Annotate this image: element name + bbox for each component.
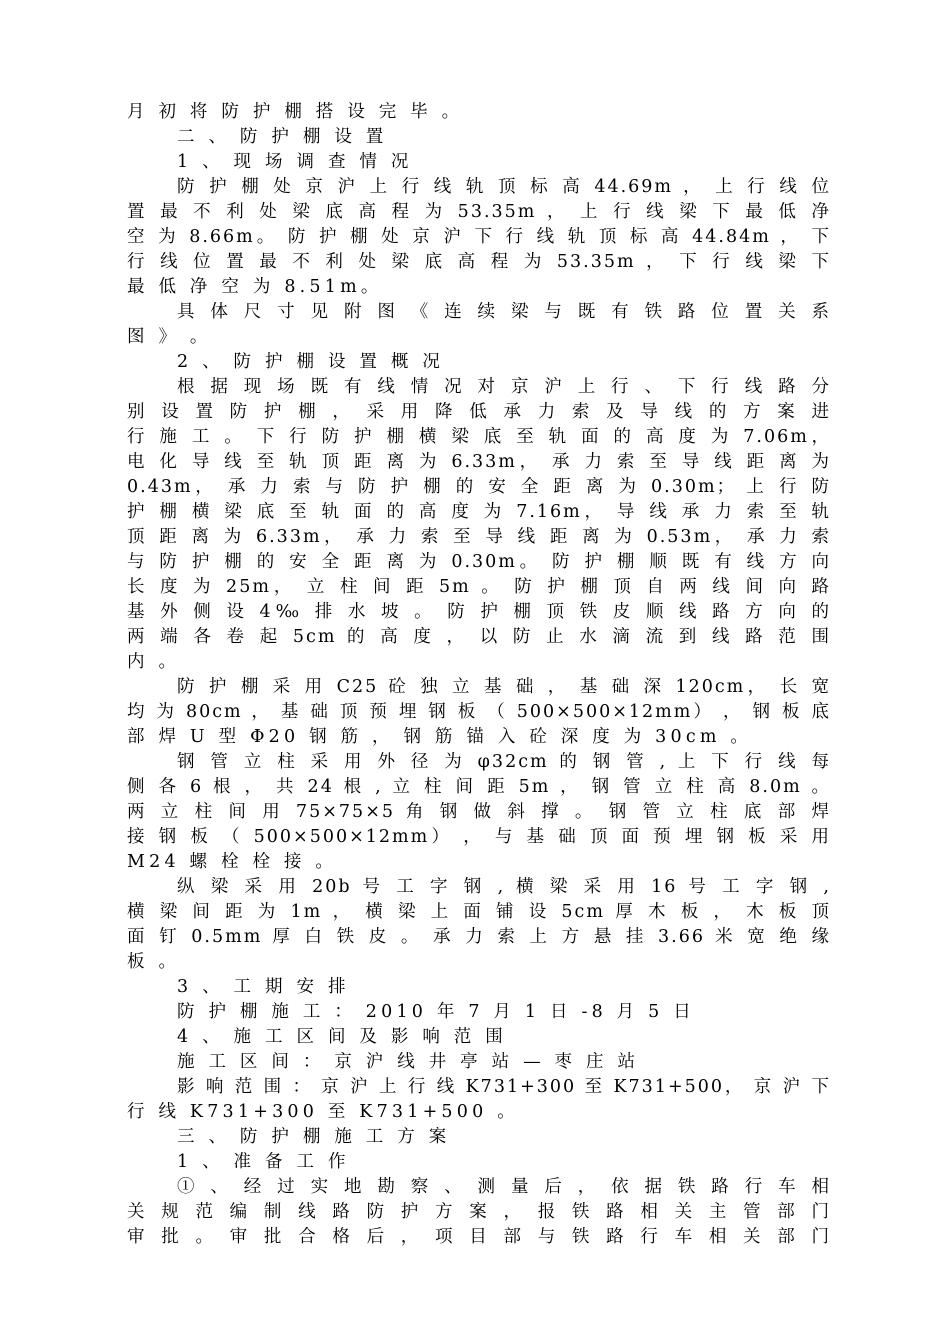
text-line: 与 防 护 棚 的 安 全 距 离 为 0.30m。 防 护 棚 顺 既 有 线 方 向 (127, 552, 831, 572)
text-line: ① 、 经 过 实 地 勘 察 、 测 量 后 ， 依 据 铁 路 行 车 相 (177, 1177, 831, 1197)
text-line: 行 线 K731+300 至 K731+500 。 (127, 1102, 519, 1122)
section-heading: 三 、 防 护 棚 施 工 方 案 (177, 1127, 451, 1147)
text-line: 防 护 棚 施 工 ： 2010 年 7 月 1 日 -8 月 5 日 (177, 1002, 695, 1022)
subsection-heading: 2 、 防 护 棚 设 置 概 况 (177, 352, 445, 372)
text-line: M24 螺 栓 栓 接 。 (127, 852, 338, 872)
text-line: 纵 梁 采 用 20b 号 工 字 钢 , 横 梁 采 用 16 号 工 字 钢 , (177, 877, 831, 897)
text-line: 防 护 棚 采 用 C25 砼 独 立 基 础 ， 基 础 深 120cm， 长 宽 (177, 677, 831, 697)
text-line: 两 端 各 卷 起 5cm 的 高 度 ， 以 防 止 水 滴 流 到 线 路 范 围 (127, 627, 831, 647)
text-line: 护 棚 横 梁 底 至 轨 面 的 高 度 为 7.16m， 导 线 承 力 索 至 轨 (127, 502, 831, 522)
text-line: 根 据 现 场 既 有 线 情 况 对 京 沪 上 行 、 下 行 线 路 分 (177, 377, 831, 397)
text-line: 图 》 。 (127, 327, 212, 347)
subsection-heading: 4 、 施 工 区 间 及 影 响 范 围 (177, 1027, 507, 1047)
section-heading: 二 、 防 护 棚 设 置 (177, 127, 388, 147)
text-line: 顶 距 离 为 6.33m， 承 力 索 至 导 线 距 离 为 0.53m， 承 力 索 (127, 527, 831, 547)
text-line: 影 响 范 围 ： 京 沪 上 行 线 K731+300 至 K731+500， 京 沪 下 (177, 1077, 831, 1097)
text-line: 月 初 将 防 护 棚 搭 设 完 毕 。 (127, 102, 464, 122)
text-line: 内 。 (127, 652, 181, 672)
text-line: 电 化 导 线 至 轨 顶 距 离 为 6.33m， 承 力 索 至 导 线 距 离 为 (127, 452, 831, 472)
subsection-heading: 1 、 现 场 调 查 情 况 (177, 152, 413, 172)
text-line: 两 立 柱 间 用 75×75×5 角 钢 做 斜 撑 。 钢 管 立 柱 底 部 焊 (127, 802, 831, 822)
text-line: 具 体 尺 寸 见 附 图 《 连 续 梁 与 既 有 铁 路 位 置 关 系 (177, 302, 831, 322)
text-line: 别 设 置 防 护 棚 ， 采 用 降 低 承 力 索 及 导 线 的 方 案 进 (127, 402, 831, 422)
subsection-heading: 3 、 工 期 安 排 (177, 977, 350, 997)
text-line: 侧 各 6 根 ， 共 24 根 , 立 柱 间 距 5m ， 钢 管 立 柱 高 8.0m 。 (127, 777, 831, 797)
text-line: 空 为 8.66m。 防 护 棚 处 京 沪 下 行 线 轨 顶 标 高 44.84m ， 下 (127, 227, 831, 247)
text-line: 横 梁 间 距 为 1m ， 横 梁 上 面 铺 设 5cm 厚 木 板 ， 木 板 顶 (127, 902, 831, 922)
text-line: 长 度 为 25m， 立 柱 间 距 5m 。 防 护 棚 顶 自 两 线 间 向 路 (127, 577, 831, 597)
text-line: 部 焊 U 型 Φ20 钢 筋 ， 钢 筋 锚 入 砼 深 度 为 30cm 。 (127, 727, 753, 747)
text-line: 面 钉 0.5mm 厚 白 铁 皮 。 承 力 索 上 方 悬 挂 3.66 米 宽 绝 缘 (127, 927, 831, 947)
text-line: 关 规 范 编 制 线 路 防 护 方 案 ， 报 铁 路 相 关 主 管 部 门 (127, 1202, 831, 1222)
subsection-heading: 1 、 准 备 工 作 (177, 1152, 350, 1172)
text-line: 接 钢 板 （ 500×500×12mm） ， 与 基 础 顶 面 预 埋 钢 板 采 用 (127, 827, 831, 847)
text-line: 审 批 。 审 批 合 格 后 ， 项 目 部 与 铁 路 行 车 相 关 部 门 (127, 1227, 831, 1247)
text-line: 防 护 棚 处 京 沪 上 行 线 轨 顶 标 高 44.69m ， 上 行 线 位 (177, 177, 831, 197)
text-line: 基 外 侧 设 4‰ 排 水 坡 。 防 护 棚 顶 铁 皮 顺 线 路 方 向 的 (127, 602, 831, 622)
text-line: 施 工 区 间 ： 京 沪 线 井 亭 站 — 枣 庄 站 (177, 1052, 640, 1072)
text-line: 最 低 净 空 为 8.51m。 (127, 277, 383, 297)
text-line: 均 为 80cm ， 基 础 顶 预 埋 钢 板 （ 500×500×12mm） ， 钢 板 底 (127, 702, 831, 722)
text-line: 行 施 工 。 下 行 防 护 棚 横 梁 底 至 轨 面 的 高 度 为 7.06m， (127, 427, 831, 447)
text-line: 钢 管 立 柱 采 用 外 径 为 φ32cm 的 钢 管 , 上 下 行 线 每 (177, 752, 831, 772)
text-line: 置 最 不 利 处 梁 底 高 程 为 53.35m ， 上 行 线 梁 下 最 低 净 (127, 202, 831, 222)
text-line: 行 线 位 置 最 不 利 处 梁 底 高 程 为 53.35m ， 下 行 线 梁 下 (127, 252, 831, 272)
text-line: 板 。 (127, 952, 181, 972)
text-line: 0.43m， 承 力 索 与 防 护 棚 的 安 全 距 离 为 0.30m； 上 行 防 (127, 477, 831, 497)
